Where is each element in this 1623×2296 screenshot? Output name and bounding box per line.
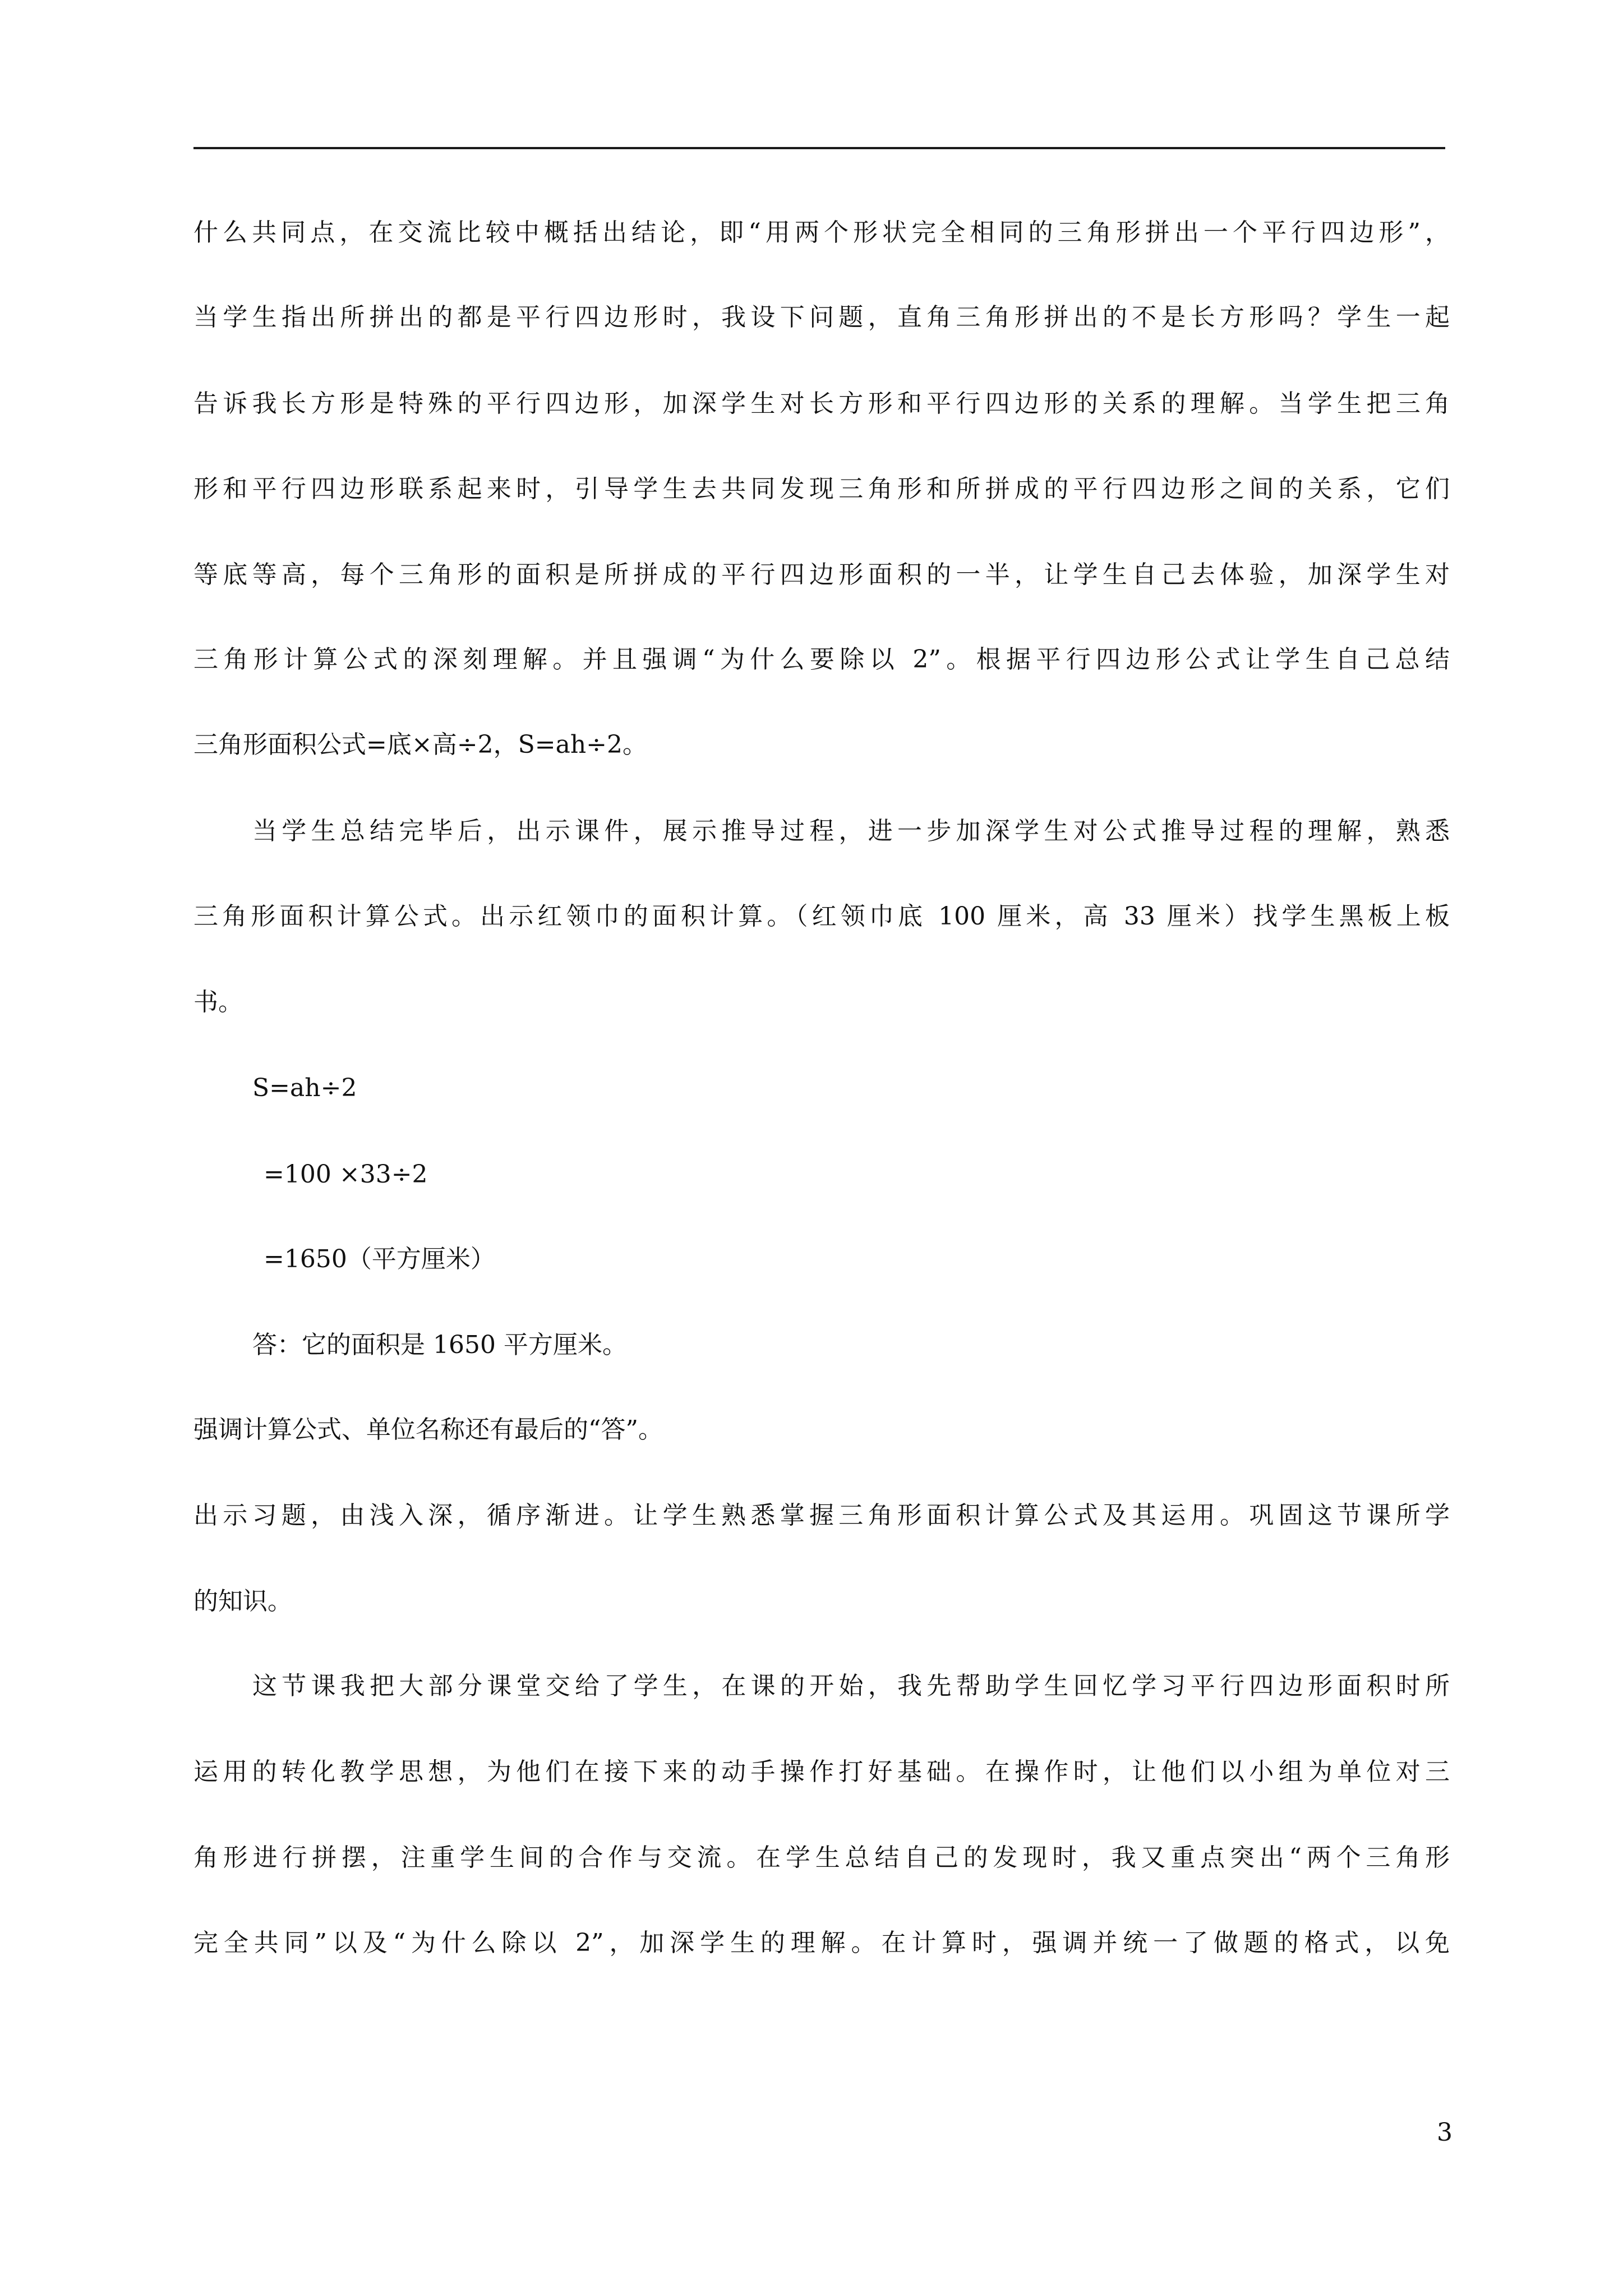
text-line: 三角形面积公式=底×高÷2，S=ah÷2。: [193, 730, 648, 759]
text-line: 运用的转化教学思想，为他们在接下来的动手操作打好基础。在操作时，让他们以小组为单位对三: [193, 1757, 1450, 1786]
text-line: 出示习题，由浅入深，循序渐进。让学生熟悉掌握三角形面积计算公式及其运用。巩固这节课所学: [193, 1501, 1450, 1530]
text-line: 告诉我长方形是特殊的平行四边形，加深学生对长方形和平行四边形的关系的理解。当学生把三角: [193, 389, 1450, 418]
text-line: 三角形计算公式的深刻理解。并且强调“为什么要除以 2”。根据平行四边形公式让学生自己总结: [193, 645, 1450, 674]
text-line: 什么共同点，在交流比较中概括出结论，即“用两个形状完全相同的三角形拼出一个平行四边形”，: [193, 218, 1450, 247]
formula-line: S=ah÷2: [252, 1074, 357, 1102]
page-number: 3: [1437, 2118, 1453, 2147]
answer-line: 答：它的面积是 1650 平方厘米。: [252, 1331, 627, 1359]
text-line: 当学生总结完毕后，出示课件，展示推导过程，进一步加深学生对公式推导过程的理解，熟悉: [252, 817, 1450, 845]
text-line: 三角形面积计算公式。出示红领巾的面积计算。（红领巾底 100 厘米，高 33 厘米）找学生黑板上板: [193, 902, 1450, 931]
text-line: 强调计算公式、单位名称还有最后的“答”。: [193, 1415, 663, 1444]
text-line: 形和平行四边形联系起来时，引导学生去共同发现三角形和所拼成的平行四边形之间的关系，它们: [193, 475, 1450, 503]
text-line: 这节课我把大部分课堂交给了学生，在课的开始，我先帮助学生回忆学习平行四边形面积时所: [252, 1672, 1450, 1700]
text-line: 完全共同”以及“为什么除以 2”，加深学生的理解。在计算时，强调并统一了做题的格式，以免: [193, 1929, 1450, 1957]
text-line: 角形进行拼摆，注重学生间的合作与交流。在学生总结自己的发现时，我又重点突出“两个三角形: [193, 1843, 1450, 1872]
text-line: 等底等高，每个三角形的面积是所拼成的平行四边形面积的一半，让学生自己去体验，加深学生对: [193, 560, 1450, 589]
text-line: 书。: [193, 988, 243, 1016]
text-line: 的知识。: [193, 1587, 292, 1616]
formula-line: =100 ×33÷2: [264, 1160, 428, 1189]
text-line: 当学生指出所拼出的都是平行四边形时，我设下问题，直角三角形拼出的不是长方形吗？学生一起: [193, 303, 1450, 332]
formula-line: =1650（平方厘米）: [264, 1245, 495, 1273]
header-rule: [193, 147, 1445, 149]
